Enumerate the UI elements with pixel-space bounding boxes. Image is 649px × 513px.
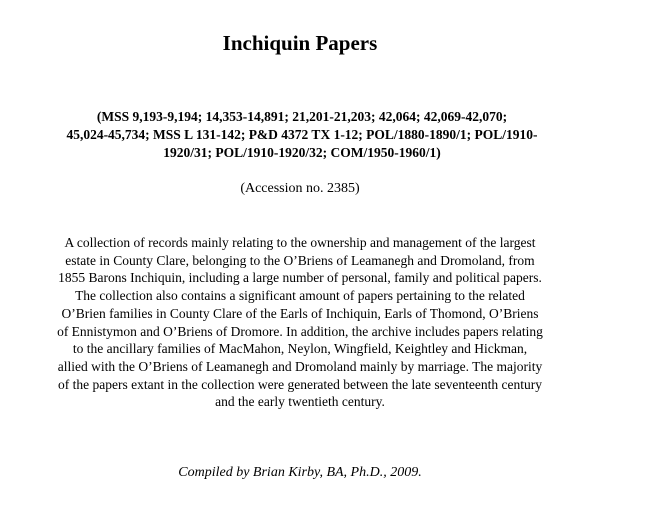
description-line: allied with the O’Briens of Leamanegh and Dromoland mainly by marriage. The majority — [57, 358, 543, 374]
description-line: The collection also contains a significant amount of papers pertaining to the related — [75, 288, 525, 304]
collection-description — [10, 234, 590, 411]
compiled-by-credit: Compiled by Brian Kirby, BA, Ph.D., 2009. — [178, 465, 422, 480]
description-line: 1855 Barons Inchiquin, including a large number of personal, family and political papers. — [58, 270, 542, 286]
description-line: A collection of records mainly relating to the ownership and management of the largest — [64, 235, 536, 250]
description-line: and the early twentieth century. — [215, 394, 385, 410]
manuscript-reference-line: 45,024-45,734; MSS L 131-142; P&D 4372 TX 1-12; POL/1880-1890/1; POL/1910- — [66, 127, 538, 142]
description-line: to the ancillary families of MacMahon, Neylon, Wingfield, Keightley and Hickman, — [72, 341, 528, 357]
description-line: O’Brien families in County Clare of the Earls of Inchiquin, Earls of Thomond, O’Briens — [61, 305, 539, 321]
description-line: of Ennistymon and O’Briens of Dromore. In addition, the archive includes papers relating — [57, 323, 543, 339]
manuscript-reference-line: 1920/31; POL/1910-1920/32; COM/1950-1960/1) — [163, 145, 441, 160]
accession-number: (Accession no. 2385) — [240, 181, 360, 196]
description-line: of the papers extant in the collection were generated between the late seventeenth century — [58, 376, 542, 392]
manuscript-references — [22, 108, 582, 162]
document-title: Inchiquin Papers — [222, 31, 378, 55]
description-line: estate in County Clare, belonging to the O’Briens of Leamanegh and Dromoland, from — [65, 252, 535, 268]
manuscript-reference-line: (MSS 9,193-9,194; 14,353-14,891; 21,201-21,203; 42,064; 42,069-42,070; — [96, 109, 508, 124]
